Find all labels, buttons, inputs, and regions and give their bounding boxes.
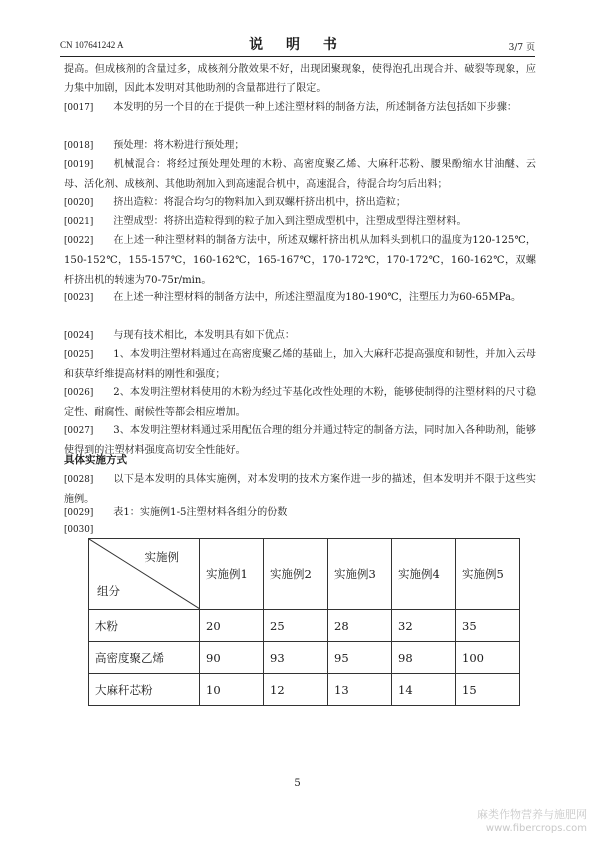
paragraph-number: [0022] <box>64 236 94 246</box>
watermark-url: www.fibercrops.com <box>485 823 587 834</box>
page-header <box>60 34 535 57</box>
paragraph-number: [0029] <box>64 508 94 518</box>
table-cell: 20 <box>200 610 264 642</box>
row-label: 木粉 <box>89 610 200 642</box>
table-cell: 35 <box>456 610 520 642</box>
watermark-site-name: 麻类作物营养与施肥网 <box>477 808 587 821</box>
paragraph-number: [0027] <box>64 426 94 436</box>
paragraph-0019: [0019] 机械混合：将经过预处理处理的木粉、高密度聚乙烯、大麻秆芯粉、腰果酚缩水甘油醚、云母、活化剂、成核剂、其他助剂加入到高速混合机中，高速混合，待混合均匀后出料； <box>64 159 536 191</box>
column-header: 实施例2 <box>264 539 328 610</box>
table-row <box>89 642 520 674</box>
table-row <box>89 610 520 642</box>
paragraph-0024: [0024] 与现有技术相比，本发明具有如下优点： <box>64 330 295 341</box>
table-cell: 32 <box>392 610 456 642</box>
paragraph-0028: [0028] 以下是本发明的具体实施例，对本发明的技术方案作进一步的描述，但本发明并不限于这些实施例。 <box>64 474 536 506</box>
paragraph-number: [0028] <box>64 475 94 485</box>
table-cell: 13 <box>328 674 392 706</box>
column-header: 实施例5 <box>456 539 520 610</box>
paragraph-continuation: 提高。但成核剂的含量过多，成核剂分散效果不好，出现团聚现象，使得泡孔出现合并、破裂等现象，应力集中加剧，因此本发明对其他助剂的含量都进行了限定。 <box>64 64 536 95</box>
paragraph-0017: [0017] 本发明的另一个目的在于提供一种上述注塑材料的制备方法，所述制备方法包括如下步骤： <box>64 102 518 113</box>
column-header: 实施例4 <box>392 539 456 610</box>
paragraph-number: [0019] <box>64 160 94 170</box>
paragraph-0027: [0027] 3、本发明注塑材料通过采用配伍合理的组分并通过特定的制备方法，同时加入各种助剂，能够使得到的注塑材料强度高切安全性能好。 <box>64 425 536 457</box>
table-cell: 12 <box>264 674 328 706</box>
paragraph-0021: [0021] 注塑成型：将挤出造粒得到的粒子加入到注塑成型机中，注塑成型得注塑材料。 <box>64 216 467 227</box>
table-cell: 95 <box>328 642 392 674</box>
table-cell: 28 <box>328 610 392 642</box>
table-cell: 100 <box>456 642 520 674</box>
table-row <box>89 674 520 706</box>
paragraph-number: [0026] <box>64 388 94 398</box>
table-cell: 90 <box>200 642 264 674</box>
composition-table <box>88 538 520 706</box>
table-header-row <box>89 539 520 610</box>
table-cell: 15 <box>456 674 520 706</box>
paragraph-number: [0018] <box>64 141 94 151</box>
row-label: 大麻秆芯粉 <box>89 674 200 706</box>
doc-title: 说 明 书 <box>249 37 346 53</box>
paragraph-0026: [0026] 2、本发明注塑材料使用的木粉为经过苄基化改性处理的木粉，能够使制得的注塑材料的尺寸稳定性、耐腐性、耐候性等都会相应增加。 <box>64 387 536 419</box>
paragraph-0020: [0020] 挤出造粒：将混合均匀的物料加入到双螺杆挤出机中，挤出造粒； <box>64 197 406 208</box>
paragraph-number: [0020] <box>64 198 94 208</box>
table-cell: 10 <box>200 674 264 706</box>
paragraph-0022: [0022] 在上述一种注塑材料的制备方法中，所述双螺杆挤出机从加料头到机口的温度为120-125℃，150-152℃，155-157℃，160-162℃，165-167℃，170-172℃，170-172℃，160-162℃，双螺杆挤出机的转速为70-75r/min。 <box>64 235 536 286</box>
paragraph-number: [0030] <box>64 525 94 535</box>
paragraph-number: [0021] <box>64 217 94 227</box>
paragraph-0029: [0029] 表1：实施例1-5注塑材料各组分的份数 <box>64 507 288 518</box>
paragraph-0023: [0023] 在上述一种注塑材料的制备方法中，所述注塑温度为180-190℃，注塑压力为60-65MPa。 <box>64 292 522 303</box>
paragraph-0018: [0018] 预处理：将木粉进行预处理； <box>64 140 245 151</box>
column-header: 实施例1 <box>200 539 264 610</box>
table-corner-cell <box>89 539 200 610</box>
column-header: 实施例3 <box>328 539 392 610</box>
paragraph-number: [0023] <box>64 293 94 303</box>
table-cell: 25 <box>264 610 328 642</box>
paragraph-number: [0024] <box>64 331 94 341</box>
page-number: 5 <box>294 778 301 789</box>
table-cell: 93 <box>264 642 328 674</box>
page-indicator: 3/7 页 <box>508 43 535 53</box>
row-label: 高密度聚乙烯 <box>89 642 200 674</box>
corner-top-label: 实施例 <box>144 550 179 564</box>
table-cell: 14 <box>392 674 456 706</box>
section-heading: 具体实施方式 <box>64 454 127 466</box>
watermark <box>477 808 587 836</box>
doc-number: CN 107641242 A <box>60 40 124 50</box>
paragraph-number: [0017] <box>64 103 94 113</box>
corner-bottom-label: 组分 <box>97 584 120 598</box>
table-cell: 98 <box>392 642 456 674</box>
paragraph-0025: [0025] 1、本发明注塑材料通过在高密度聚乙烯的基础上，加入大麻秆芯提高强度和韧性，并加入云母和获草纤维提高材料的刚性和强度； <box>64 349 536 381</box>
paragraph-number: [0025] <box>64 350 94 360</box>
